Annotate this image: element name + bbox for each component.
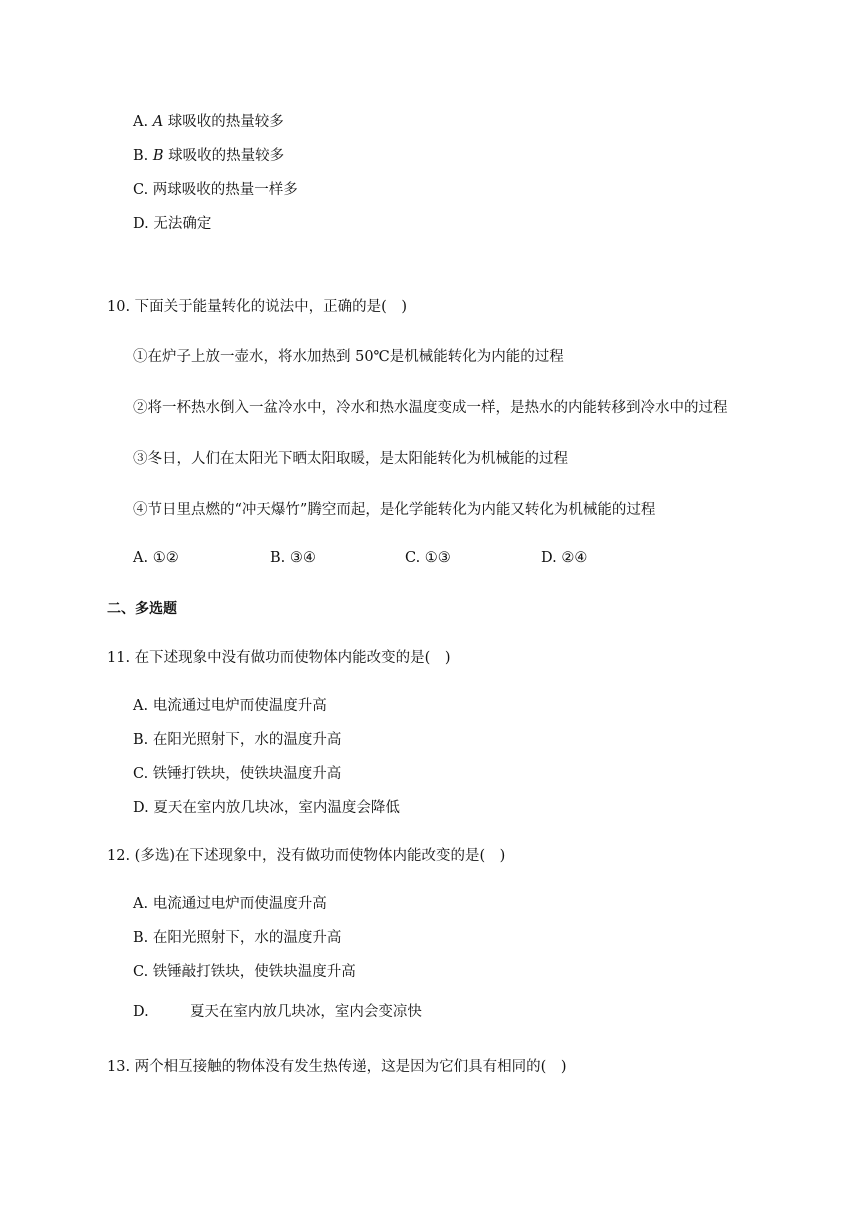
q9-option-a: A. A 球吸收的热量较多 <box>133 114 284 130</box>
q12-option-d: D. 夏天在室内放几块冰，室内会变凉快 <box>133 1004 422 1020</box>
q11-stem <box>107 646 450 667</box>
q10-option-b: B. ③④ <box>270 550 316 566</box>
q12-option-c: C. 铁锤敲打铁块，使铁块温度升高 <box>133 964 356 980</box>
q10-statement-3: ③冬日，人们在太阳光下晒太阳取暖，是太阳能转化为机械能的过程 <box>133 451 568 467</box>
q9-option-d: D. 无法确定 <box>133 216 212 232</box>
question-number: 10. <box>107 299 131 315</box>
q9-option-b: B. B 球吸收的热量较多 <box>133 148 285 164</box>
q10-option-d: D. ②④ <box>541 550 588 566</box>
q11-option-d: D. 夏天在室内放几块冰，室内温度会降低 <box>133 800 400 816</box>
question-number: 11. <box>107 650 131 666</box>
q11-option-c: C. 铁锤打铁块，使铁块温度升高 <box>133 766 342 782</box>
q10-stem <box>107 295 407 316</box>
q9-option-c: C. 两球吸收的热量一样多 <box>133 182 298 198</box>
question-text: 下面关于能量转化的说法中，正确的是( ) <box>134 299 407 315</box>
question-text: 两个相互接触的物体没有发生热传递，这是因为它们具有相同的( ) <box>134 1059 567 1075</box>
section-title: 二、多选题 <box>107 601 177 617</box>
q10-statement-4: ④节日里点燃的“冲天爆竹”腾空而起，是化学能转化为内能又转化为机械能的过程 <box>133 502 656 518</box>
question-number: 13. <box>107 1059 131 1075</box>
q13-stem <box>107 1055 566 1076</box>
q10-statement-2: ②将一杯热水倒入一盆冷水中，冷水和热水温度变成一样，是热水的内能转移到冷水中的过程 <box>133 400 728 416</box>
q12-option-a: A. 电流通过电炉而使温度升高 <box>133 896 327 912</box>
question-text: (多选)在下述现象中，没有做功而使物体内能改变的是( ) <box>134 848 506 864</box>
question-text: 在下述现象中没有做功而使物体内能改变的是( ) <box>134 650 451 666</box>
q10-statement-1: ①在炉子上放一壶水，将水加热到 50℃是机械能转化为内能的过程 <box>133 349 564 365</box>
q10-option-a: A. ①② <box>133 550 179 566</box>
q11-option-a: A. 电流通过电炉而使温度升高 <box>133 698 327 714</box>
q10-option-c: C. ①③ <box>405 550 451 566</box>
q12-option-b: B. 在阳光照射下，水的温度升高 <box>133 930 342 946</box>
q12-stem <box>107 844 505 865</box>
q11-option-b: B. 在阳光照射下，水的温度升高 <box>133 732 342 748</box>
question-number: 12. <box>107 848 131 864</box>
